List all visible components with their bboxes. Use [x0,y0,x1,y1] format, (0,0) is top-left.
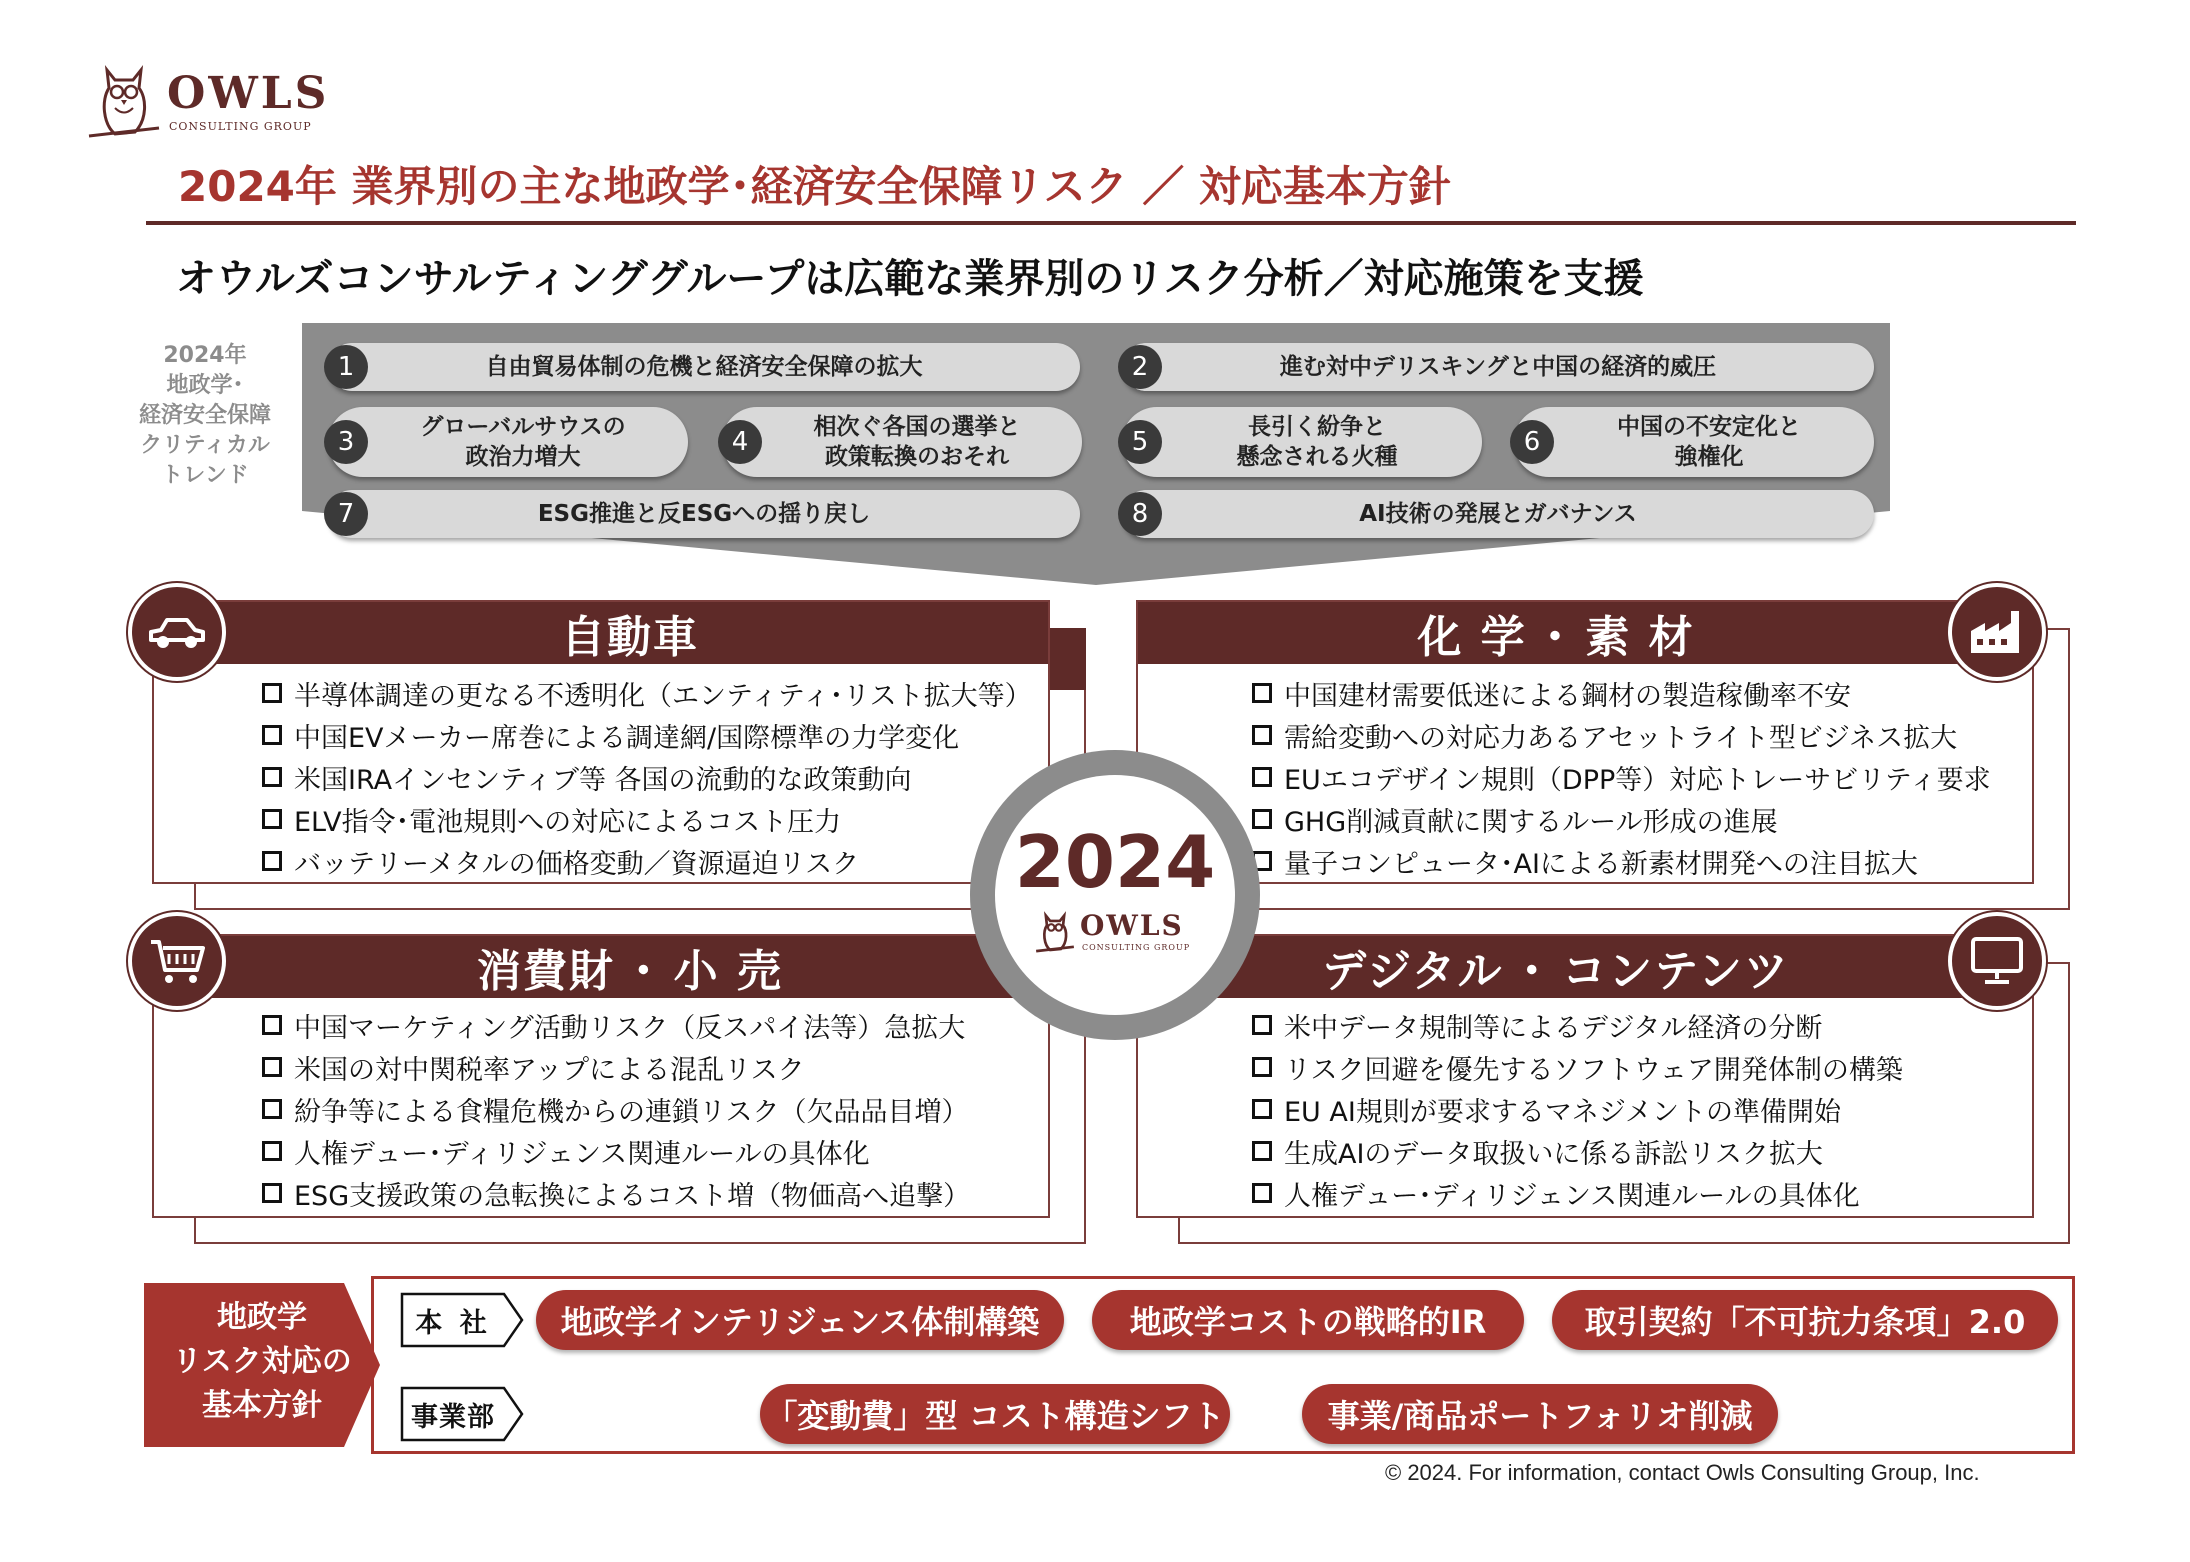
list-item-text: リスク回避を優先するソフトウェア開発体制の構築 [1284,1054,1903,1086]
list-item-text: 半導体調達の更なる不透明化（エンティティ･リスト拡大等） [294,680,1032,712]
auto-icon-badge [128,583,226,681]
car-icon [147,612,207,652]
list-item [262,798,1032,840]
checkbox-icon [262,1141,282,1161]
list-item-text: 紛争等による食糧危機からの連鎖リスク（欠品品目増） [294,1096,969,1128]
list-item-text: ELV指令･電池規則への対応によるコスト圧力 [294,806,842,838]
list-item-text: 中国マーケティング活動リスク（反スパイ法等）急拡大 [294,1012,966,1044]
checkbox-icon [1252,1183,1272,1203]
trend-text-line: 長引く紛争と [1248,414,1386,440]
monitor-icon [1969,935,2025,987]
consumer-risk-list [262,1004,970,1214]
trend-text-line: 政策転換のおそれ [825,444,1009,470]
trend-number-5: 5 [1118,420,1162,464]
list-item [262,714,1032,756]
list-item [1252,756,1991,798]
trend-label-line: 経済安全保障 [138,403,271,428]
center-logo [1030,905,1210,965]
trend-item-8 [1122,490,1874,538]
checkbox-icon [262,725,282,745]
auto-title: 自動車 [212,602,1048,664]
auto-risk-list [262,672,1032,882]
page-title: 2024年 業界別の主な地政学･経済安全保障リスク ／ 対応基本方針 [178,162,1451,211]
chem-title: 化 学 ･ 素 材 [1138,602,1974,664]
list-item [1252,1172,1903,1214]
logo-wordmark: OWLS [167,68,330,119]
checkbox-icon [1252,809,1272,829]
list-item-text: 生成AIのデータ取扱いに係る訴訟リスク拡大 [1284,1138,1823,1170]
trend-text-line: 強権化 [1674,444,1744,470]
list-item [262,1130,970,1172]
bu-policy-variable-cost: 「変動費」型 コスト構造シフト [760,1384,1230,1444]
list-item-text: 量子コンピュータ･AIによる新素材開発への注目拡大 [1284,848,1918,880]
list-item [262,756,1032,798]
trend-number-8: 8 [1118,492,1162,536]
checkbox-icon [262,1099,282,1119]
list-item [1252,1130,1903,1172]
trend-text-line: 政治力増大 [465,444,581,470]
trend-text: AI技術の発展とガバナンス [1359,501,1637,527]
trend-text-line: 懸念される火種 [1236,444,1398,470]
checkbox-icon [1252,1015,1272,1035]
trend-text: 進む対中デリスキングと中国の経済的威圧 [1279,354,1717,380]
list-item [1252,714,1991,756]
trend-number-3: 3 [324,420,368,464]
list-item [1252,1088,1903,1130]
list-item [262,840,1032,882]
trend-label-line: トレンド [161,463,249,488]
checkbox-icon [262,767,282,787]
checkbox-icon [1252,1141,1272,1161]
trend-number-6: 6 [1510,420,1554,464]
list-item-text: 需給変動への対応力あるアセットライト型ビジネス拡大 [1284,722,1958,754]
title-divider [146,221,2076,225]
list-item-text: 米国IRAインセンティブ等 各国の流動的な政策動向 [294,764,912,796]
list-item-text: 中国EVメーカー席巻による調達網/国際標準の力学変化 [294,722,960,754]
checkbox-icon [262,851,282,871]
center-year: 2024 [1014,820,1216,904]
trend-number-2: 2 [1118,345,1162,389]
list-item-text: 人権デュー･ディリジェンス関連ルールの具体化 [1284,1180,1860,1212]
list-item [1252,1004,1903,1046]
trend-item-6 [1514,407,1874,477]
list-item-text: 人権デュー･ディリジェンス関連ルールの具体化 [294,1138,870,1170]
checkbox-icon [262,1015,282,1035]
list-item [1252,840,1991,882]
trend-text: ESG推進と反ESGへの揺り戻し [537,501,871,527]
list-item-text: 米国の対中関税率アップによる混乱リスク [294,1054,805,1086]
digital-icon-badge [1948,912,2046,1010]
policy-label [144,1296,380,1428]
hq-policy-force-majeure: 取引契約「不可抗力条項」2.0 [1552,1290,2058,1350]
policy-label-line: リスク対応の [172,1344,352,1379]
checkbox-icon [262,1183,282,1203]
trend-text-line: 中国の不安定化と [1617,414,1801,440]
trend-item-5 [1122,407,1482,477]
trend-number-1: 1 [324,345,368,389]
list-item [262,1088,970,1130]
logo-subtitle: CONSULTING GROUP [169,120,312,133]
trend-text-line: 相次ぐ各国の選挙と [813,414,1021,440]
consumer-title: 消費財 ･ 小 売 [212,936,1048,998]
trend-label [115,341,295,491]
bu-tag: 事業部 [411,1401,495,1433]
checkbox-icon [1252,725,1272,745]
trend-item-4 [722,407,1082,477]
checkbox-icon [1252,1057,1272,1077]
trend-number-4: 4 [718,420,762,464]
list-item-text: GHG削減貢献に関するルール形成の進展 [1284,806,1778,838]
checkbox-icon [262,1057,282,1077]
trend-item-2 [1122,343,1874,391]
trend-label-line: 2024年 [163,343,247,368]
consumer-icon-badge [128,912,226,1010]
page-subtitle: オウルズコンサルティンググループは広範な業界別のリスク分析／対応施策を支援 [176,256,1644,302]
center-logo-subtitle: CONSULTING GROUP [1082,943,1191,952]
trend-item-1 [328,343,1080,391]
owl-icon [85,58,163,143]
policy-label-line: 地政学 [217,1300,307,1335]
copyright: © 2024. For information, contact Owls Consulting Group, Inc. [1385,1460,1980,1485]
list-item-text: バッテリーメタルの価格変動／資源逼迫リスク [294,848,860,880]
list-item [262,1046,970,1088]
checkbox-icon [1252,683,1272,703]
trend-item-3 [328,407,688,477]
trend-label-line: 地政学･ [166,373,244,398]
hq-tag: 本 社 [415,1307,491,1339]
chem-icon-badge [1948,583,2046,681]
list-item-text: EUエコデザイン規則（DPP等）対応トレーサビリティ要求 [1284,764,1991,796]
list-item-text: 米中データ規制等によるデジタル経済の分断 [1284,1012,1823,1044]
list-item [262,672,1032,714]
chem-risk-list [1252,672,1991,882]
center-logo-wordmark: OWLS [1080,909,1184,942]
hq-policy-intelligence: 地政学インテリジェンス体制構築 [536,1290,1064,1350]
bu-policy-portfolio: 事業/商品ポートフォリオ削減 [1302,1384,1778,1444]
list-item-text: ESG支援政策の急転換によるコスト増（物価高へ追撃） [294,1180,971,1212]
trend-text: 自由貿易体制の危機と経済安全保障の拡大 [485,354,923,380]
hq-policy-ir: 地政学コストの戦略的IR [1092,1290,1524,1350]
list-item-text: 中国建材需要低迷による鋼材の製造稼働率不安 [1284,680,1851,712]
trend-label-line: クリティカル [140,433,270,458]
factory-icon [1967,607,2027,657]
trend-number-7: 7 [324,492,368,536]
list-item [1252,672,1991,714]
checkbox-icon [262,683,282,703]
list-item-text: EU AI規則が要求するマネジメントの準備開始 [1284,1096,1842,1128]
policy-label-line: 基本方針 [202,1388,322,1423]
checkbox-icon [262,809,282,829]
checkbox-icon [1252,767,1272,787]
trend-text-line: グローバルサウスの [420,414,626,440]
list-item [1252,1046,1903,1088]
list-item [262,1004,970,1046]
shopping-cart-icon [149,936,205,986]
owl-icon [1034,907,1076,957]
digital-risk-list [1252,1004,1903,1214]
company-logo [85,58,345,143]
list-item [262,1172,970,1214]
digital-title: デジタル ･ コンテンツ [1138,936,1974,998]
list-item [1252,798,1991,840]
checkbox-icon [1252,1099,1272,1119]
trend-item-7 [328,490,1080,538]
